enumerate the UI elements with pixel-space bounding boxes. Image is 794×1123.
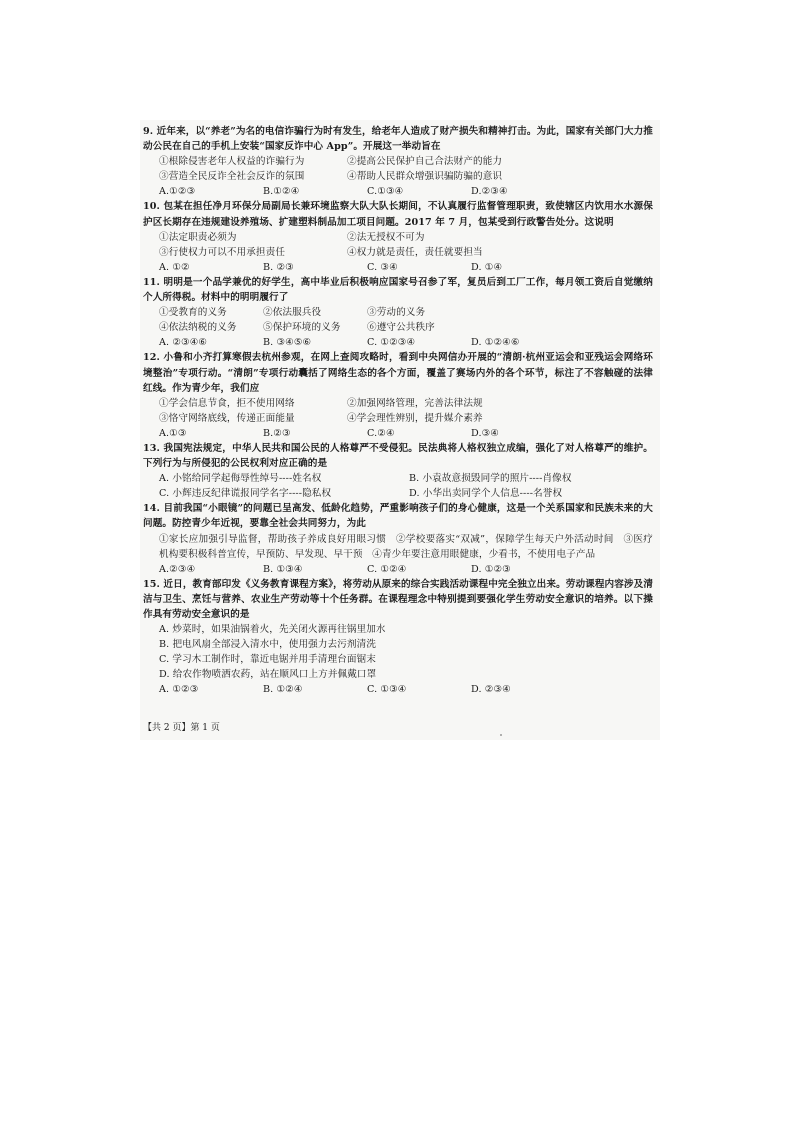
option-b: B. ③④⑤⑥ xyxy=(263,337,312,349)
option-c: C. ①②④ xyxy=(367,563,407,575)
choice-d: D. 给农作物喷洒农药，站在顺风口上方并佩戴口罩 xyxy=(159,669,377,681)
option-a: A.②③④ xyxy=(159,563,196,575)
option-b: B.①②④ xyxy=(263,186,300,198)
option-b: B. ②③ xyxy=(263,261,294,273)
statement: ③行使权力可以不用承担责任 xyxy=(159,246,286,258)
option-b: B. ①②④ xyxy=(263,684,303,696)
option-c: C. ①②③④ xyxy=(367,337,416,349)
statement: ③恪守网络底线，传递正面能量 xyxy=(159,412,295,424)
option-a: A.①②③ xyxy=(159,186,196,198)
option-b: B. ①③④ xyxy=(263,563,303,575)
question-11-options xyxy=(143,335,653,350)
question-14-stem: 14. 目前我国“小眼镜”的问题已呈高发、低龄化趋势，严重影响孩子们的身心健康，这是一个关系国家和民族未来的大问题。防控青少年近视，要靠全社会共同努力，为此 xyxy=(143,503,653,530)
statement: ①受教育的义务 xyxy=(159,307,227,319)
page-footer: 【共 2 页】第 1 页 xyxy=(143,723,220,733)
question-11-stem: 11. 明明是一个品学兼优的好学生，高中毕业后积极响应国家号召参了军，复员后到工厂工作，每月领工资后自觉缴纳个人所得税。材料中的明明履行了 xyxy=(143,276,653,304)
statement: ②法无授权不可为 xyxy=(347,231,425,243)
question-10-statements xyxy=(143,230,653,260)
exam-paper-body xyxy=(143,124,653,698)
option-c: C. ①③④ xyxy=(367,684,407,696)
question-13-options xyxy=(143,471,653,501)
question-12-statements xyxy=(143,396,653,426)
statement: ②依法服兵役 xyxy=(263,307,322,319)
option-a: A. ①② xyxy=(159,261,190,273)
question-10-options xyxy=(143,260,653,275)
option-a: A. 小铭给同学起侮辱性绰号----姓名权 xyxy=(159,473,322,485)
option-c: C. ③④ xyxy=(367,261,398,273)
statement: ②提高公民保护自己合法财产的能力 xyxy=(347,156,503,168)
option-d: D.③④ xyxy=(471,427,500,439)
question-10-stem: 10. 包某在担任净月环保分局副局长兼环境监察大队大队长期间，不认真履行监督管理职责，致使辖区内饮用水水源保护区长期存在违规建设养殖场、扩建塑料制品加工项目问题。2017 年 7 月，包某受到行政警告处分。这说明 xyxy=(143,201,653,228)
question-13-stem: 13. 我国宪法规定，中华人民共和国公民的人格尊严不受侵犯。民法典将人格权独立成编，强化了对人格尊严的维护。下列行为与所侵犯的公民权利对应正确的是 xyxy=(143,442,653,470)
option-d: D.②③④ xyxy=(471,186,508,198)
statement: ①法定职责必须为 xyxy=(159,231,237,243)
question-15-choices xyxy=(143,622,653,682)
question-14-options xyxy=(143,562,653,577)
choice-a: A. 炒菜时，如果油锅着火，先关闭火源再往锅里加水 xyxy=(159,624,386,636)
statement: ③营造全民反诈全社会反诈的氛围 xyxy=(159,171,305,183)
statement: ④依法纳税的义务 xyxy=(159,322,237,334)
option-d: D. 小华出卖同学个人信息----名誉权 xyxy=(409,488,563,500)
statement: ②加强网络管理，完善法律法规 xyxy=(347,397,483,409)
question-12-options xyxy=(143,426,653,441)
question-9-statements xyxy=(143,154,653,184)
option-b: B. 小袁故意损毁同学的照片----肖像权 xyxy=(409,473,572,485)
option-d: D. ①④ xyxy=(471,261,503,273)
question-15-options xyxy=(143,682,653,697)
statement: ④学会理性辨别，提升媒介素养 xyxy=(347,412,483,424)
scan-speck xyxy=(500,734,502,736)
statement: ⑥遵守公共秩序 xyxy=(367,322,435,334)
option-a: A. ①②③ xyxy=(159,684,199,696)
statement: ④权力就是责任，责任就要担当 xyxy=(347,246,483,258)
choice-b: B. 把电风扇全部浸入清水中，使用强力去污剂清洗 xyxy=(159,639,377,651)
option-a: A. ②③④⑥ xyxy=(159,337,208,349)
statement: ①学会信息节食，拒不使用网络 xyxy=(159,397,295,409)
option-d: D. ①②③ xyxy=(471,563,511,575)
option-a: A.①③ xyxy=(159,427,187,439)
statement: ④帮助人民群众增强识骗防骗的意识 xyxy=(347,171,503,183)
statement: ①根除侵害老年人权益的诈骗行为 xyxy=(159,156,305,168)
option-c: C. 小辉违反纪律谎报同学名字----隐私权 xyxy=(159,488,332,500)
question-15-stem: 15. 近日，教育部印发《义务教育课程方案》，将劳动从原来的综合实践活动课程中完全独立出来。劳动课程内容涉及清洁与卫生、烹饪与营养、农业生产劳动等十个任务群。在课程理念中特别提到要强化学生劳动安全意识的培养。以下操作具有劳动安全意识的是 xyxy=(143,578,654,620)
question-11-statements xyxy=(143,305,653,335)
statement: ⑤保护环境的义务 xyxy=(263,322,341,334)
choice-c: C. 学习木工制作时，靠近电锯并用手清理台面锯末 xyxy=(159,654,376,666)
option-d: D. ②③④ xyxy=(471,684,511,696)
statement: ③劳动的义务 xyxy=(367,307,426,319)
option-d: D. ①②④⑥ xyxy=(471,337,520,349)
question-12-stem: 12. 小鲁和小齐打算寒假去杭州参观，在网上查阅攻略时，看到中央网信办开展的“清朗·杭州亚运会和亚残运会网络环境整治”专项行动。“清朗”专项行动囊括了网络生态的各个方面，覆盖了赛场内外的各个环节，标注了不容触碰的法律红线。作为青少年，我们应 xyxy=(143,352,653,394)
option-c: C.②④ xyxy=(367,427,395,439)
option-b: B.②③ xyxy=(263,427,291,439)
question-14-statements: ①家长应加强引导监督，帮助孩子养成良好用眼习惯 ②学校要落实“双减”，保障学生每天户外活动时间 ③医疗机构要积极科普宣传，早预防、早发现、早干预 ④青少年要注意用眼健康，少看书，不使用电子产品 xyxy=(159,533,653,560)
question-9-options xyxy=(143,184,653,199)
question-9-stem: 9. 近年来，以“养老”为名的电信诈骗行为时有发生，给老年人造成了财产损失和精神打击。为此，国家有关部门大力推动公民在自己的手机上安装“国家反诈中心 App”。开展这一举动旨在 xyxy=(143,126,653,153)
option-c: C.①③④ xyxy=(367,186,404,198)
